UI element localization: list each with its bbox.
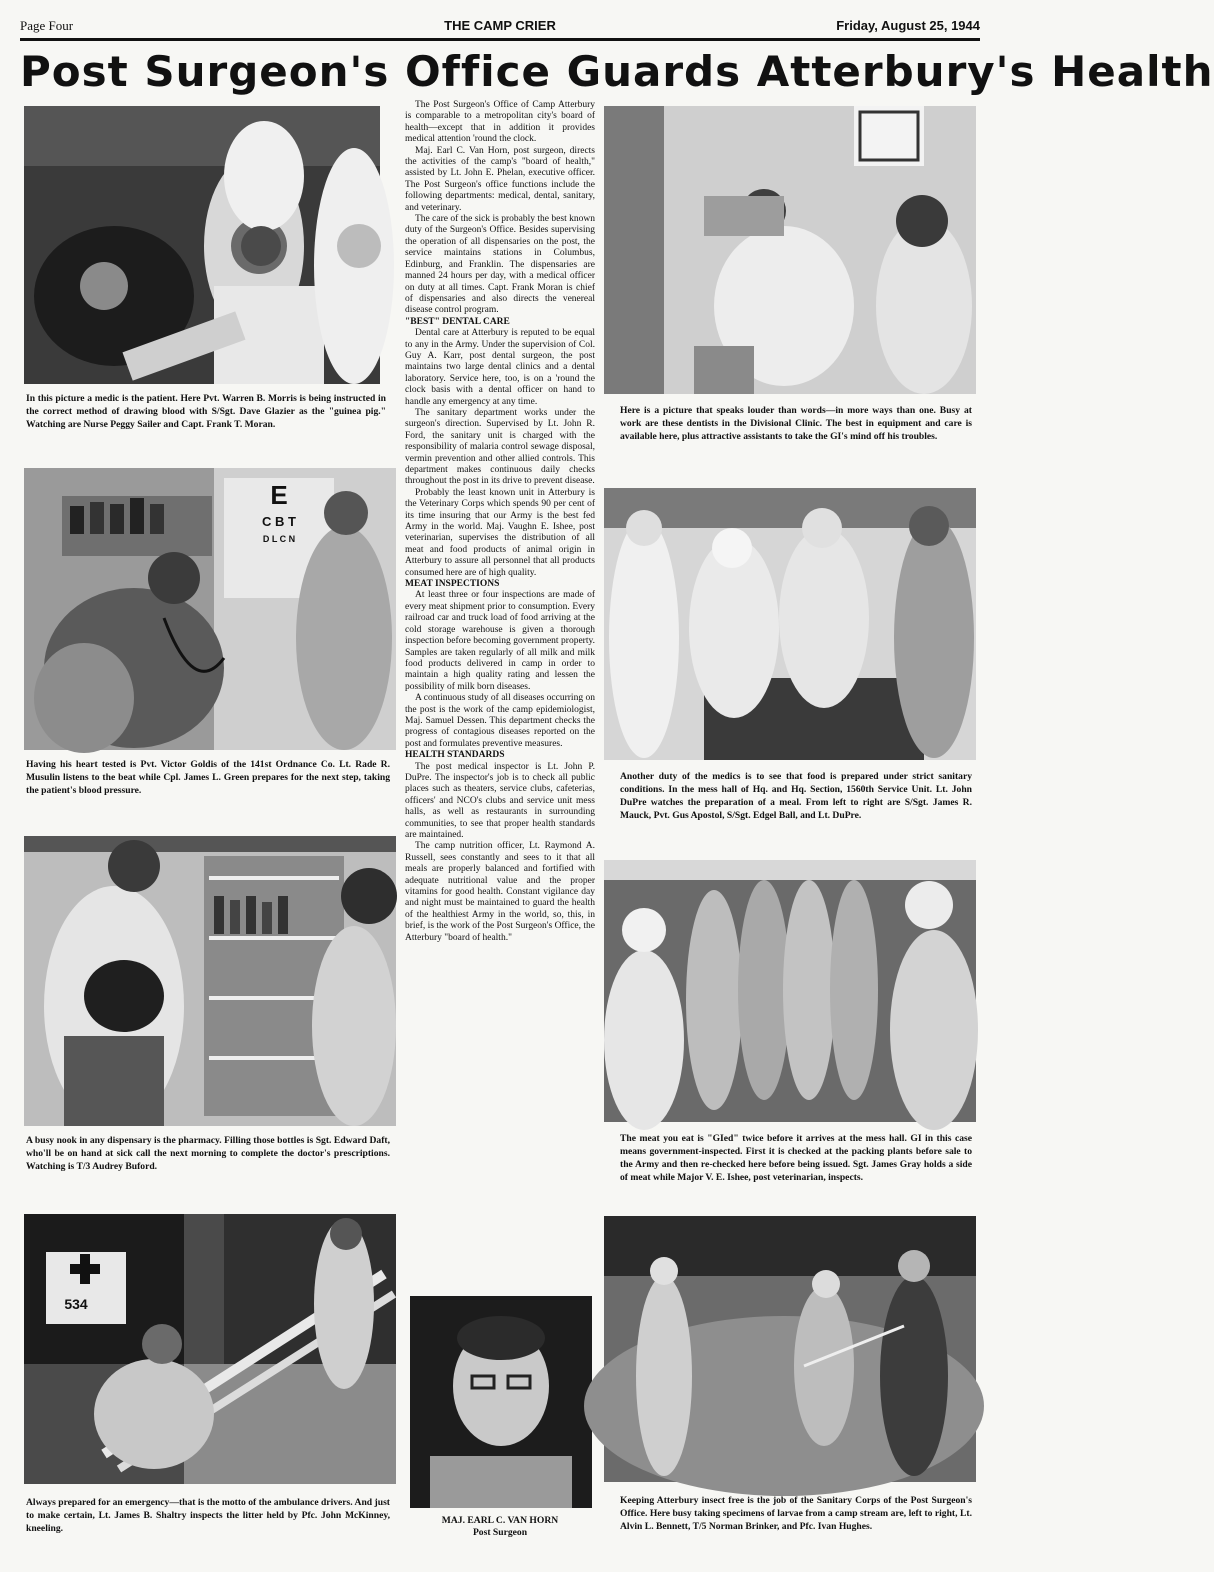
caption-photo-ambulance: Always prepared for an emergency—that is the motto of the ambulance drivers. And just to make certain, Lt. James B. Shaltry inspects the litter held by Pfc. John McKinney, kneeling.: [26, 1497, 391, 1534]
photo-ambulance: [24, 1214, 396, 1484]
article-paragraph: Probably the least known unit in Atterbury is the Veterinary Corps which spends 90 per cent of its time insuring that our Army is the best fed Army in the world. Maj. Vaughn E. Ishee, post veterinarian, supervises the distribution of all meat and food products of animal origin in Atterbury to assure all personnel that all products consumed here are of high quality.: [405, 487, 595, 578]
headline: Post Surgeon's Office Guards Atterbury's Health: [20, 47, 1214, 96]
photo-mess-hall: [604, 488, 976, 760]
caption-photo-meat-inspection: The meat you eat is "GIed" twice before it arrives at the mess hall. GI in this case means government-inspected. First it is checked at the packing plants before sale to the Army and then re-checked here before being issued. Sgt. James Gray holds a side of meat while Major V. E. Ishee, post veterinarian, inspects.: [620, 1133, 972, 1183]
caption-photo-heart-test: Having his heart tested is Pvt. Victor Goldis of the 141st Ordnance Co. Lt. Rade R. Musulin listens to the beat while Cpl. James L. Green prepares for the next step, taking the patient's blood pressure.: [26, 759, 390, 796]
caption-photo-larvae-specimens: Keeping Atterbury insect free is the job of the Sanitary Corps of the Post Surgeon's Office. Here busy taking specimens of larvae from a camp stream are, left to right, Lt. Alvin L. Bennett, T/5 Norman Brinker, and Pfc. Ivan Hughes.: [620, 1495, 972, 1532]
photo-pharmacy: [24, 836, 396, 1126]
article-paragraph: The camp nutrition officer, Lt. Raymond A. Russell, sees constantly and sees to it that all meals are properly balanced and fortified with adequate nutritional value and the proper vitamins for good health. Constant vigilance day and night must be maintained to guard the health of the healthiest Army in the world, so, this, in brief, is the work of the Post Surgeon's Office, the Atterbury "board of health.": [405, 841, 596, 943]
photo-dental-clinic: [604, 106, 976, 394]
photo-larvae-specimens: [604, 1216, 976, 1482]
article-subhead: MEAT INSPECTIONS: [405, 579, 500, 590]
eye-chart-big-letter: E: [270, 480, 288, 510]
photo-drawing-blood: [24, 106, 380, 384]
caption-photo-mess-hall: Another duty of the medics is to see that food is prepared under strict sanitary conditions. In the mess hall of Hq. and Hq. Section, 1560th Service Unit. Lt. John DuPre watches the preparation of a meal. From left to right are S/Sgt. James R. Mauck, Pvt. Gus Apostol, S/Sgt. Edgel Ball, and Lt. DuPre.: [620, 771, 972, 821]
photo-heart-test: [24, 468, 396, 750]
caption-photo-pharmacy: A busy nook in any dispensary is the pharmacy. Filling those bottles is Sgt. Edward Daft, who'll be on hand at sick call the next morning to complete the doctor's prescriptions. Watching is T/3 Audrey Buford.: [26, 1135, 390, 1172]
photo-portrait: [410, 1296, 592, 1508]
article-paragraph: A continuous study of all diseases occurring on the post is the work of the camp epidemiologist, Maj. Samuel Dessen. This department checks the progress of contagious diseases reported on the post and formulates preventive measures.: [405, 693, 595, 749]
ambulance-number: 534: [64, 1296, 88, 1312]
issue-date: Friday, August 25, 1944: [836, 18, 980, 33]
photo-meat-inspection: [604, 860, 976, 1122]
article-paragraph: The Post Surgeon's Office of Camp Atterbury is comparable to a metropolitan city's board of health—except that in addition it provides medical attention 'round the clock.: [405, 100, 595, 145]
article-paragraph: The post medical inspector is Lt. John P. DuPre. The inspector's job is to check all public places such as theaters, service clubs, cafeterias, officers' and NCO's clubs and service unit mess halls, as well as restaurants in surrounding communities, to see that proper health standards are maintained.: [405, 761, 595, 840]
portrait-caption: [408, 1515, 592, 1539]
eye-chart-line3: D L C N: [262, 534, 296, 544]
portrait-name: MAJ. EARL C. VAN HORN: [441, 1515, 559, 1526]
article-paragraph: Dental care at Atterbury is reputed to be equal to any in the Army. Under the supervision of Col. Guy A. Karr, post dental surgeon, the post maintains two large dental clinics and a dental laboratory. Service here, too, is on a 'round the clock basis with a dental officer on hand to handle any emergency at any time.: [405, 328, 595, 407]
article-paragraph: The care of the sick is probably the best known duty of the Surgeon's Office. Besides supervising the operation of all dispensaries on the post, the service maintains stations in Columbus, Edinburg, and Franklin. The dispensaries are manned 24 hours per day, with a medical officer on duty at all times. Capt. Frank Moran is chief of dispensaries and also directs the venereal disease control program.: [405, 214, 595, 316]
caption-photo-drawing-blood: In this picture a medic is the patient. Here Pvt. Warren B. Morris is being instructed in the correct method of drawing blood with S/Sgt. Dave Glazier as the "guinea pig." Watching are Nurse Peggy Sailer and Capt. Frank T. Moran.: [26, 393, 386, 430]
caption-photo-dental-clinic: Here is a picture that speaks louder than words—in more ways than one. Busy at work are these dentists in the Divisional Clinic. The best in equipment and care is available here, plus attractive assistants to take the GI's mind off his troubles.: [620, 405, 972, 442]
article-subhead: HEALTH STANDARDS: [405, 750, 505, 761]
paper-name: THE CAMP CRIER: [444, 18, 556, 33]
portrait-title: Post Surgeon: [472, 1527, 528, 1538]
article-paragraph: At least three or four inspections are made of every meat shipment prior to consumption. Every railroad car and truck load of food arriving at the cold storage warehouse is given a thorough inspection before becoming government property. Samples are taken regularly of all milk and milk food products delivered in camp in order to maintain a high quality rating and lessen the possibility of milk born diseases.: [405, 590, 595, 692]
article-paragraph: The sanitary department works under the surgeon's direction. Supervised by Lt. John R. Ford, the sanitary unit is charged with the responsibility of malaria control sewage disposal, vermin prevention and other allied controls. This department makes continuous daily checks throughout the post in its drive to prevent disease.: [405, 407, 595, 487]
masthead: [20, 16, 980, 41]
article-subhead: "BEST" DENTAL CARE: [405, 316, 510, 327]
page-number: Page Four: [20, 18, 74, 33]
article-paragraph: Maj. Earl C. Van Horn, post surgeon, directs the activities of the camp's "board of health," assisted by Lt. John E. Phelan, executive officer. The Post Surgeon's office functions include the following departments: medical, dental, sanitary, and veterinary.: [405, 145, 595, 213]
eye-chart-line2: C B T: [262, 514, 296, 529]
article-body: [405, 100, 595, 944]
